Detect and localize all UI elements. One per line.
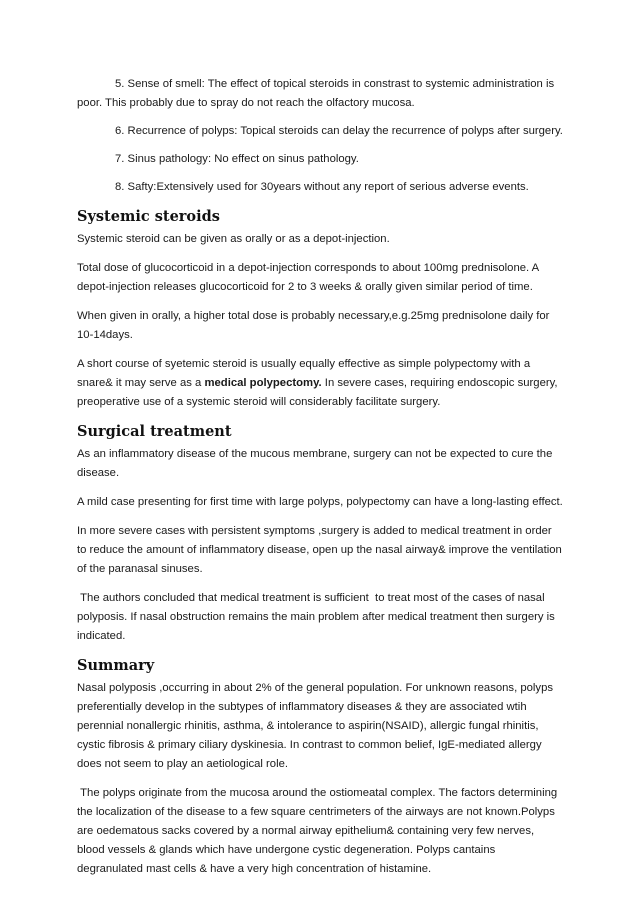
systemic-paragraph-4	[77, 355, 563, 412]
systemic-paragraph-1: Systemic steroid can be given as orally or as a depot-injection.	[77, 233, 390, 245]
systemic-paragraph-3: When given in orally, a higher total dose is probably necessary,e.g.25mg prednisolone daily for 10-14days.	[77, 310, 550, 341]
summary-heading: Summary	[77, 657, 155, 674]
systemic-steroids-heading: Systemic steroids	[77, 208, 220, 225]
list-item-sinus-pathology: 7. Sinus pathology: No effect on sinus pathology.	[115, 153, 359, 165]
systemic-p4-text-after: In severe cases, requiring endoscopic surgery, preoperative use of a systemic steroid will considerably facilitate surgery.	[77, 377, 558, 408]
summary-paragraph-2: The polyps originate from the mucosa around the ostiomeatal complex. The factors determining the localization of the disease to a few square centrimeters of the airways are not known.Polyps are oedematous sacks covered by a normal airway epithelium& containing very few nerves, blood vessels & glands which have undergone cystic degeneration. Polyps cantains degranulated mast cells & have a very high concentration of histamine.	[77, 787, 561, 875]
surgical-paragraph-2: A mild case presenting for first time with large polyps, polypectomy can have a long-lasting effect.	[77, 496, 563, 508]
surgical-paragraph-3: In more severe cases with persistent symptoms ,surgery is added to medical treatment in order to reduce the amount of inflammatory disease, open up the nasal airway& improve the ventilation of the paranasal sinuses.	[77, 525, 562, 575]
systemic-paragraph-2: Total dose of glucocorticoid in a depot-injection corresponds to about 100mg prednisolone. A depot-injection releases glucocorticoid for 2 to 3 weeks & orally given similar period of time.	[77, 262, 539, 293]
surgical-paragraph-1: As an inflammatory disease of the mucous membrane, surgery can not be expected to cure the disease.	[77, 448, 553, 479]
summary-paragraph-1: Nasal polyposis ,occurring in about 2% of the general population. For unknown reasons, polyps preferentially develop in the subtypes of inflammatory diseases & they are associated wtih perennial nonallergic rhinitis, asthma, & intolerance to aspirin(NSAID), allergic fungal rhinitis, cystic fibrosis & primary ciliary dyskinesia. In contrast to common belief, IgE-mediated allergy does not seem to play an aetiological role.	[77, 682, 554, 770]
medical-polypectomy-bold: medical polypectomy.	[204, 377, 322, 389]
page-content	[77, 75, 563, 889]
list-item-safety: 8. Safty:Extensively used for 30years without any report of serious adverse events.	[115, 181, 529, 193]
systemic-p4-text-before: A short course of syetemic steroid is usually equally effective as simple polypectomy with a snare& it may serve as a	[77, 358, 531, 389]
surgical-paragraph-4: The authors concluded that medical treatment is sufficient to treat most of the cases of nasal polyposis. If nasal obstruction remains the main problem after medical treatment then surgery is indicated.	[77, 592, 558, 642]
list-item-sense-of-smell: 5. Sense of smell: The effect of topical steroids in constrast to systemic administration is poor. This probably due to spray do not reach the olfactory mucosa.	[77, 78, 555, 109]
list-item-recurrence: 6. Recurrence of polyps: Topical steroids can delay the recurrence of polyps after surgery.	[115, 125, 563, 137]
surgical-treatment-heading: Surgical treatment	[77, 423, 232, 440]
